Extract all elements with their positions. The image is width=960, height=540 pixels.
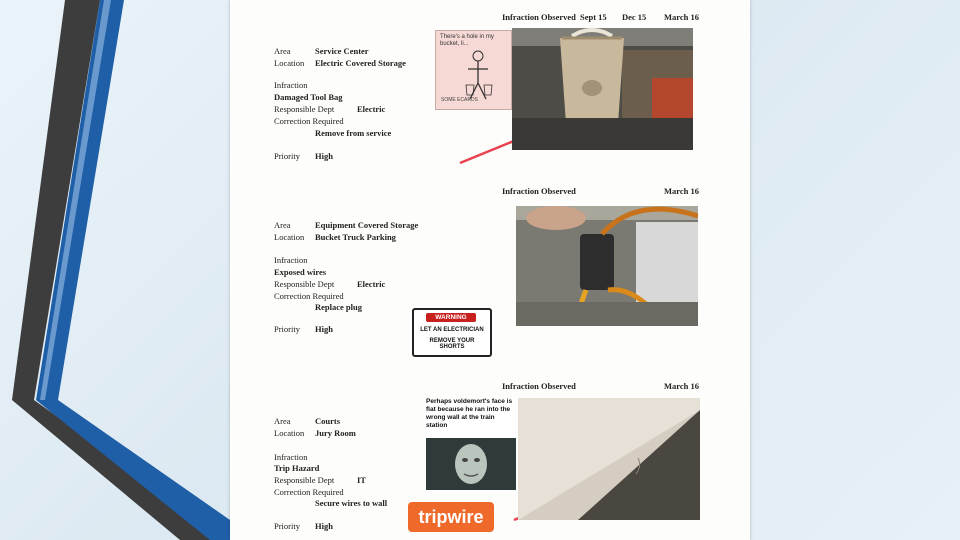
s2-infraction-label: Infraction: [274, 255, 308, 265]
s2-priority-value: High: [315, 324, 333, 334]
s3-dept-value: IT: [357, 475, 366, 485]
s1-priority-value: High: [315, 151, 333, 161]
meme-caption: Perhaps voldemort's face is flat because he ran into the wrong wall at the train station: [426, 398, 513, 429]
ecard-caption: There's a hole in my bucket, li...: [440, 34, 494, 47]
s1-area-value: Service Center: [315, 46, 369, 56]
s3-header-label: Infraction Observed: [502, 381, 576, 391]
s1-location-label: Location: [274, 58, 305, 68]
s2-priority-label: Priority: [274, 324, 300, 334]
s2-location-label: Location: [274, 232, 305, 242]
s1-date-march: March 16: [664, 12, 700, 22]
tool-bag-photo: [512, 28, 693, 150]
s1-dept-label: Responsible Dept: [274, 104, 335, 114]
s3-correction-label: Correction Required: [274, 487, 344, 497]
s3-dept-label: Responsible Dept: [274, 475, 335, 485]
s1-priority-label: Priority: [274, 151, 300, 161]
s3-area-label: Area: [274, 416, 291, 426]
warning-sign-line1: LET AN ELECTRICIAN: [420, 327, 484, 333]
s2-correction-value: Replace plug: [315, 302, 362, 312]
s2-date-march: March 16: [664, 186, 700, 196]
s3-priority-value: High: [315, 521, 333, 531]
s3-correction-value: Secure wires to wall: [315, 498, 388, 508]
s1-area-label: Area: [274, 46, 291, 56]
ecard-brand: SOME ECARDS: [441, 97, 478, 103]
s1-infraction-label: Infraction: [274, 80, 308, 90]
ecard-image: [435, 30, 512, 110]
warning-sign-title: WARNING: [426, 313, 476, 322]
s3-location-value: Jury Room: [315, 428, 356, 438]
s3-area-value: Courts: [315, 416, 341, 426]
s2-location-value: Bucket Truck Parking: [315, 232, 396, 242]
s2-infraction-value: Exposed wires: [274, 267, 327, 277]
s2-area-label: Area: [274, 220, 291, 230]
s3-date-march: March 16: [664, 381, 700, 391]
meme-image: [426, 398, 516, 490]
trip-hazard-wall-photo: [518, 398, 700, 520]
s1-location-value: Electric Covered Storage: [315, 58, 406, 68]
s3-location-label: Location: [274, 428, 305, 438]
warning-sign-image: [412, 308, 492, 357]
s3-infraction-label: Infraction: [274, 452, 308, 462]
exposed-wires-photo: [516, 206, 698, 326]
s2-correction-label: Correction Required: [274, 291, 344, 301]
s3-priority-label: Priority: [274, 521, 300, 531]
tripwire-logo: tripwire: [408, 502, 494, 532]
s1-date-sept: Sept 15: [580, 12, 607, 22]
s2-dept-value: Electric: [357, 279, 386, 289]
inspection-report-page: [230, 0, 750, 540]
s3-infraction-value: Trip Hazard: [274, 463, 320, 473]
s1-date-dec: Dec 15: [622, 12, 647, 22]
s1-infraction-value: Damaged Tool Bag: [274, 92, 343, 102]
warning-sign-line2: REMOVE YOUR SHORTS: [429, 338, 475, 350]
s2-area-value: Equipment Covered Storage: [315, 220, 419, 230]
s1-correction-label: Correction Required: [274, 116, 344, 126]
s1-dept-value: Electric: [357, 104, 386, 114]
s2-dept-label: Responsible Dept: [274, 279, 335, 289]
s1-header-label: Infraction Observed: [502, 12, 576, 22]
decorative-side-bands: [0, 0, 230, 540]
s2-header-label: Infraction Observed: [502, 186, 576, 196]
s1-correction-value: Remove from service: [315, 128, 392, 138]
